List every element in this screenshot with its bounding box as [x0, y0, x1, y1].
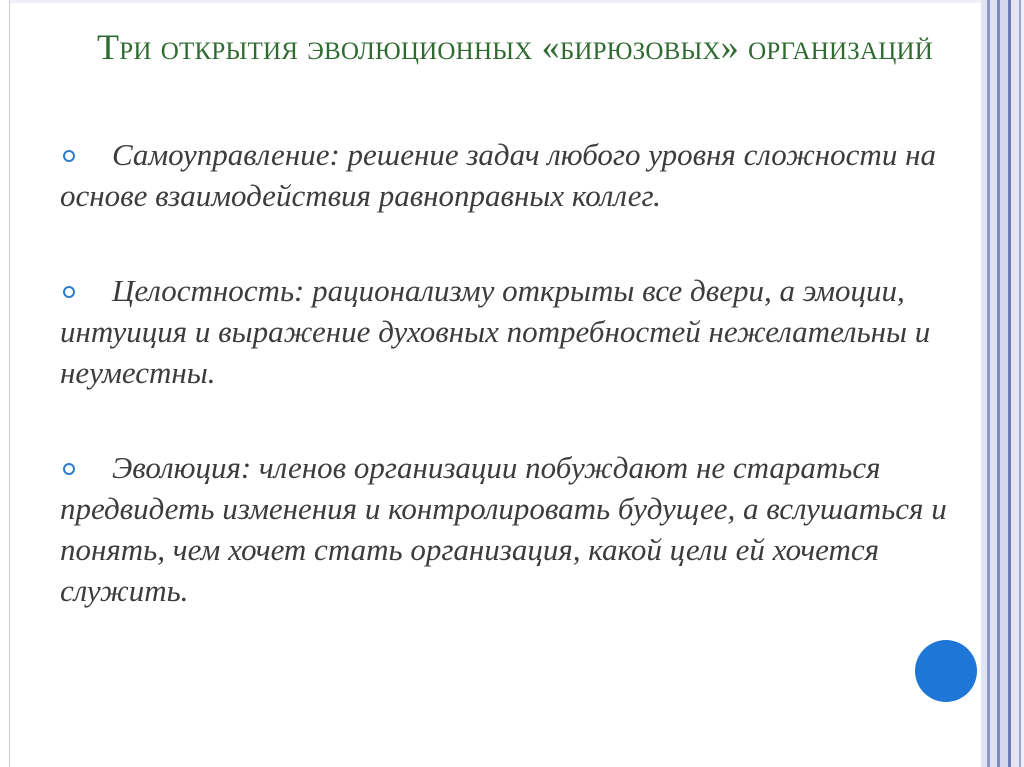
- bullet-list: [60, 134, 970, 611]
- frame-left-line: [9, 0, 10, 767]
- bullet-text: Эволюция: членов организации побуждают не стараться предвидеть изменения и контролировать будущее, а вслушаться и понять, чем хочет стать организация, какой цели ей хочется служить.: [60, 450, 947, 608]
- bullet-item-evolution: [60, 447, 970, 611]
- bullet-text: Самоуправление: решение задач любого уровня сложности на основе взаимодействия равноправных коллег.: [60, 137, 936, 213]
- blue-circle-decoration: [915, 640, 977, 702]
- right-stripes: [981, 0, 1024, 767]
- ring-bullet-icon: [63, 463, 75, 475]
- ring-bullet-icon: [63, 150, 75, 162]
- bullet-item-wholeness: [60, 270, 970, 393]
- slide-title: Три открытия эволюционных «бирюзовых» организаций: [97, 27, 933, 67]
- bullet-item-self-management: [60, 134, 970, 216]
- bullet-text: Целостность: рационализму открыты все двери, а эмоции, интуиция и выражение духовных потребностей нежелательны и неуместны.: [60, 273, 931, 390]
- stripe: [1011, 0, 1019, 767]
- ring-bullet-icon: [63, 286, 75, 298]
- frame-top-line: [9, 0, 981, 3]
- stripe: [1000, 0, 1008, 767]
- stripe: [990, 0, 997, 767]
